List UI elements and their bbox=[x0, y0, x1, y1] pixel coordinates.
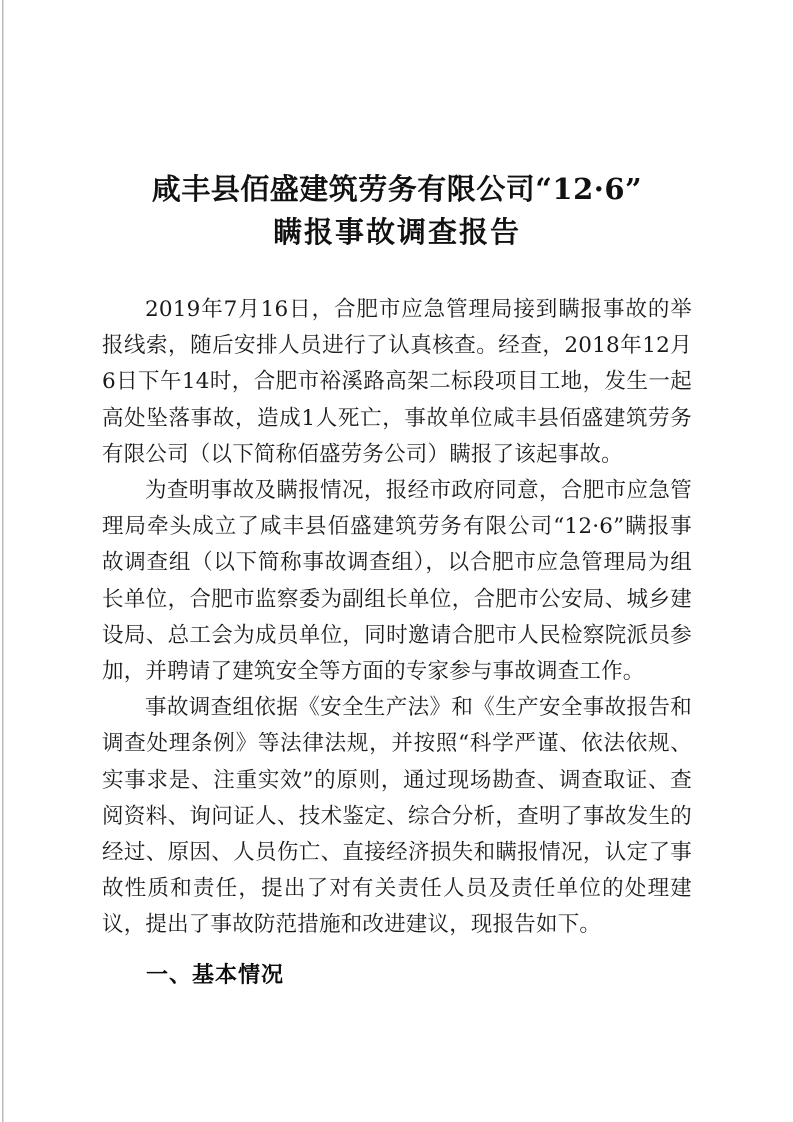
document-title bbox=[102, 0, 692, 254]
document-body bbox=[102, 292, 692, 994]
paragraph-3: 事故调查组依据《安全生产法》和《生产安全事故报告和调查处理条例》等法律法规，并按照“科学严谨、依法依规、实事求是、注重实效”的原则，通过现场勘查、调查取证、查阅资料、询问证人、技术鉴定、综合分析，查明了事故发生的经过、原因、人员伤亡、直接经济损失和瞒报情况，认定了事故性质和责任，提出了对有关责任人员及责任单位的处理建议，提出了事故防范措施和改进建议，现报告如下。 bbox=[102, 695, 692, 938]
document-content bbox=[102, 0, 692, 994]
document-title-line-2: 瞒报事故调查报告 bbox=[272, 215, 521, 249]
page-scan-edge-soft bbox=[3, 0, 4, 1122]
section-heading-1: 一、基本情况 bbox=[146, 962, 285, 988]
document-title-line-1: 咸丰县佰盛建筑劳务有限公司“12·6” bbox=[151, 172, 643, 206]
paragraph-1: 2019年7月16日，合肥市应急管理局接到瞒报事故的举报线索，随后安排人员进行了认真核查。经查，2018年12月6日下午14时，合肥市裕溪路高架二标段项目工地，发生一起高处坠落事故，造成1人死亡，事故单位咸丰县佰盛建筑劳务有限公司（以下简称佰盛劳务公司）瞒报了该起事故。 bbox=[102, 297, 692, 467]
paragraph-2: 为查明事故及瞒报情况，报经市政府同意，合肥市应急管理局牵头成立了咸丰县佰盛建筑劳务有限公司“12·6”瞒报事故调查组（以下简称事故调查组），以合肥市应急管理局为组长单位，合肥市监察委为副组长单位，合肥市公安局、城乡建设局、总工会为成员单位，同时邀请合肥市人民检察院派员参加，并聘请了建筑安全等方面的专家参与事故调查工作。 bbox=[102, 478, 692, 685]
